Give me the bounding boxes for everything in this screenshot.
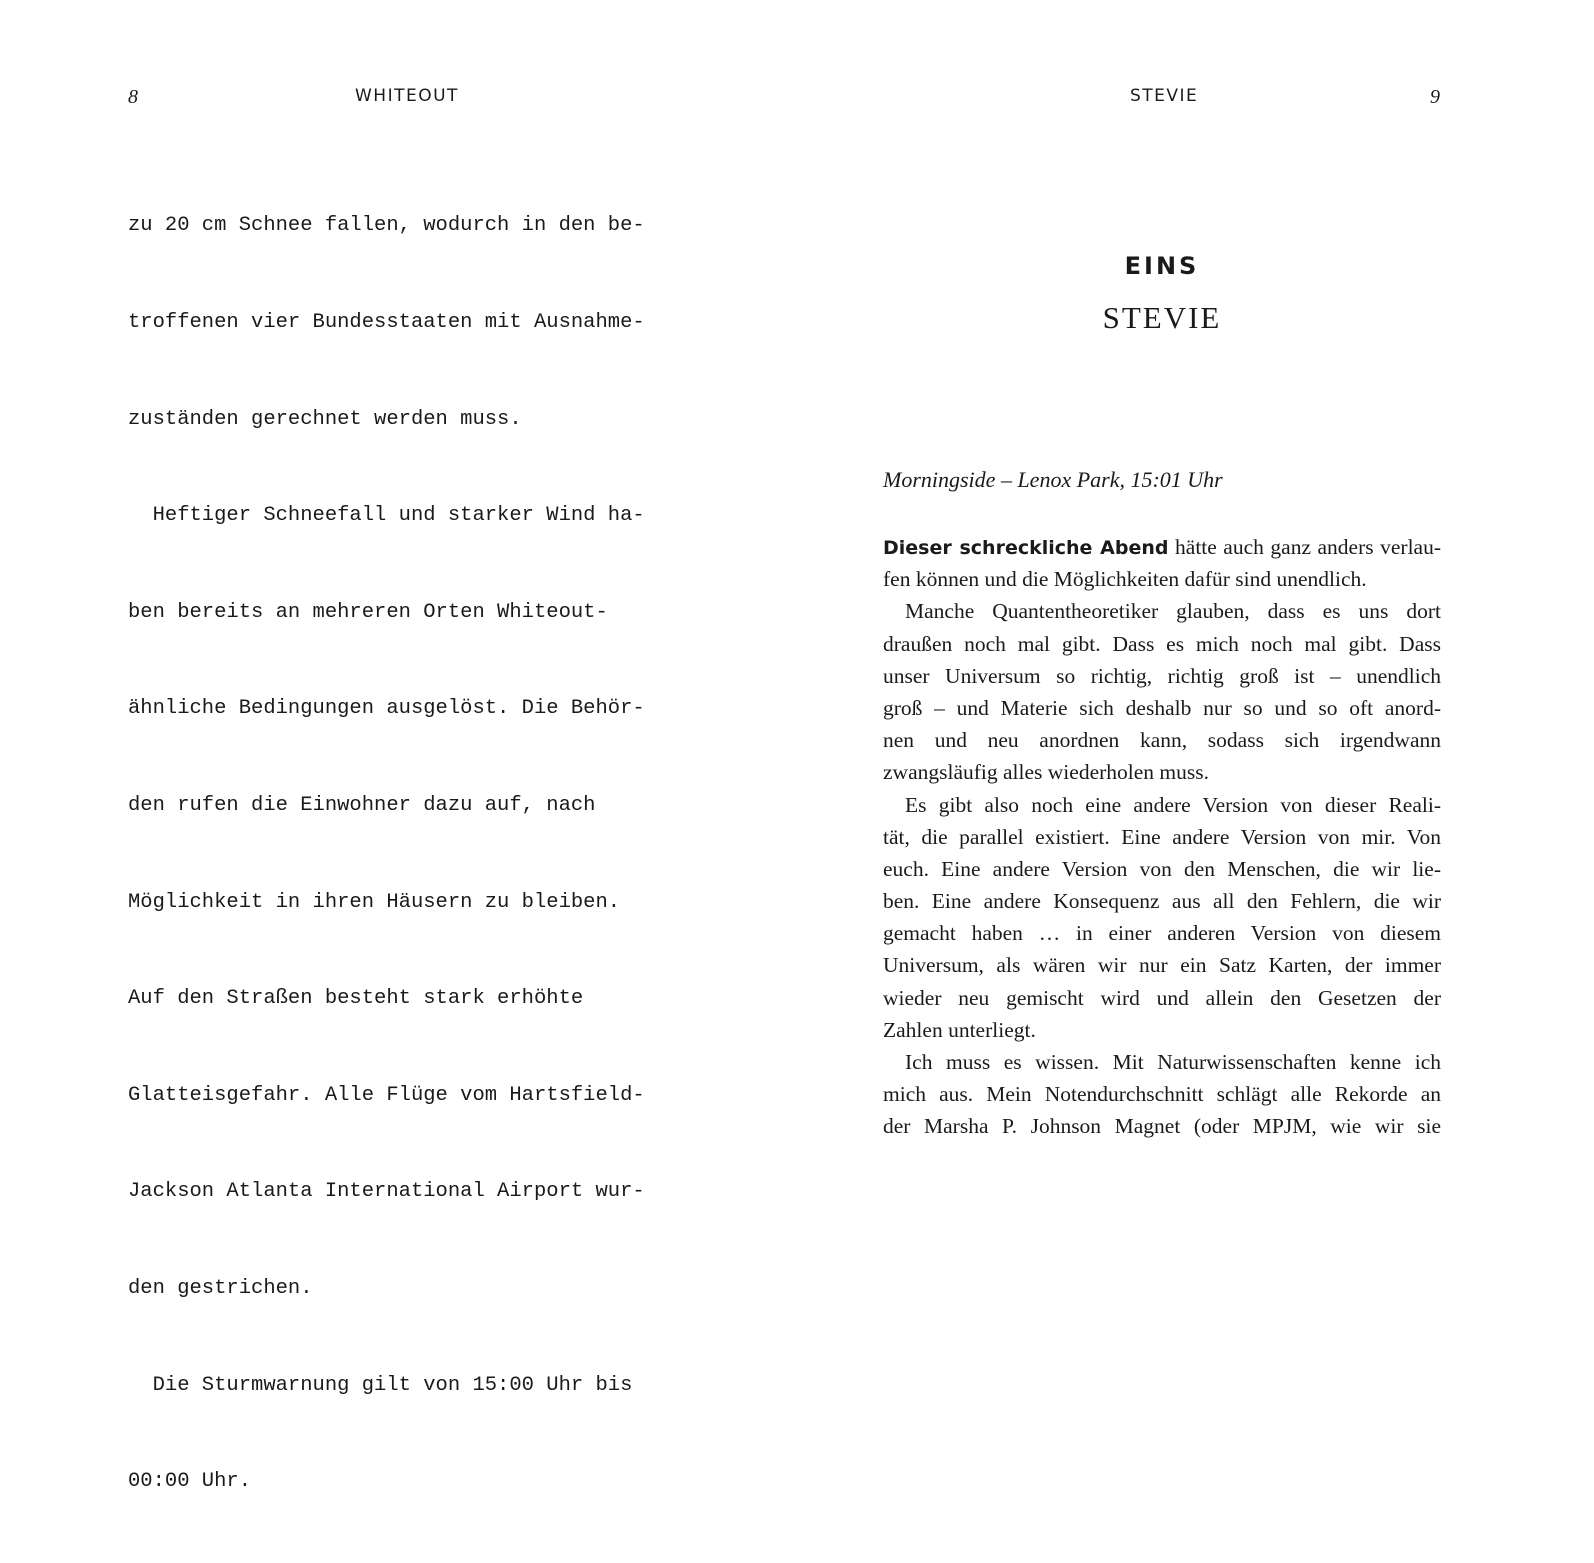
text-line: Möglichkeit in ihren Häusern zu bleiben. [128, 890, 621, 914]
text-line: zwangsläufig alles wiederholen muss. [883, 760, 1209, 785]
text-line: ben. Eine andere Konsequenz aus all den Fehlern, die wir [883, 889, 1441, 914]
text-line: nen und neu anordnen kann, sodass sich irgendwann [883, 728, 1441, 753]
text-line: Universum, als wären wir nur ein Satz Karten, der immer [883, 953, 1441, 978]
text-line: Glatteisgefahr. Alle Flüge vom Hartsfield- [128, 1083, 645, 1107]
text-line: der Marsha P. Johnson Magnet (oder MPJM, wie wir sie [883, 1114, 1441, 1139]
running-head-left: WHITEOUT [355, 86, 459, 106]
first-line-rest: hätte auch ganz anders verlau- [1168, 535, 1441, 559]
text-line: groß – und Materie sich deshalb nur so und so oft anord- [883, 695, 1441, 720]
text-line: ben bereits an mehreren Orten Whiteout- [128, 600, 608, 624]
chapter-number: EINS [1124, 252, 1200, 280]
text-line: Manche Quantentheoretiker glauben, dass es uns dort [905, 599, 1441, 624]
text-line: fen können und die Möglichkeiten dafür sind unendlich. [883, 567, 1367, 592]
text-line: den gestrichen. [128, 1276, 313, 1300]
text-line: Es gibt also noch eine andere Version von dieser Reali- [905, 792, 1441, 817]
lead-in-bold: Dieser schreckliche Abend [883, 537, 1169, 559]
chapter-title: STEVIE [1102, 300, 1222, 335]
text-line [883, 531, 1441, 563]
text-line: 00:00 Uhr. [128, 1470, 252, 1494]
text-line: Die Sturmwarnung gilt von 15:00 Uhr bis [128, 1373, 633, 1397]
running-head-right: STEVIE [1130, 86, 1199, 106]
right-page [797, 0, 1594, 1270]
page-number-left: 8 [128, 86, 138, 108]
text-line: zuständen gerechnet werden muss. [128, 407, 522, 431]
weather-bulletin-text [128, 146, 688, 1563]
text-line: den rufen die Einwohner dazu auf, nach [128, 793, 596, 817]
text-line: euch. Eine andere Version von den Menschen, die wir lie- [883, 856, 1441, 881]
scene-heading: Morningside – Lenox Park, 15:01 Uhr [883, 467, 1223, 492]
text-line: zu 20 cm Schnee fallen, wodurch in den be- [128, 214, 645, 238]
text-line: Zahlen unterliegt. [883, 1017, 1036, 1042]
text-line: Auf den Straßen besteht stark erhöhte [128, 987, 584, 1011]
left-page [0, 0, 797, 1494]
text-line: Ich muss es wissen. Mit Naturwissenschaften kenne ich [905, 1050, 1441, 1074]
text-line: wieder neu gemischt wird und allein den Gesetzen der [883, 985, 1441, 1010]
chapter-body-text [883, 531, 1441, 1143]
text-line: Jackson Atlanta International Airport wur- [128, 1180, 645, 1204]
text-line: draußen noch mal gibt. Dass es mich noch mal gibt. Dass [883, 631, 1441, 656]
text-line: troffenen vier Bundesstaaten mit Ausnahme- [128, 311, 645, 334]
text-line: mich aus. Mein Notendurchschnitt schlägt alle Rekorde an [883, 1082, 1441, 1107]
text-line: gemacht haben … in einer anderen Version von diesem [883, 921, 1441, 946]
text-line: tät, die parallel existiert. Eine andere Version von mir. Von [883, 824, 1441, 849]
page-number-right: 9 [1430, 86, 1440, 108]
text-line: ähnliche Bedingungen ausgelöst. Die Behör- [128, 697, 645, 721]
text-line: Heftiger Schneefall und starker Wind ha- [128, 504, 645, 528]
text-line: unser Universum so richtig, richtig groß ist – unendlich [883, 663, 1441, 688]
